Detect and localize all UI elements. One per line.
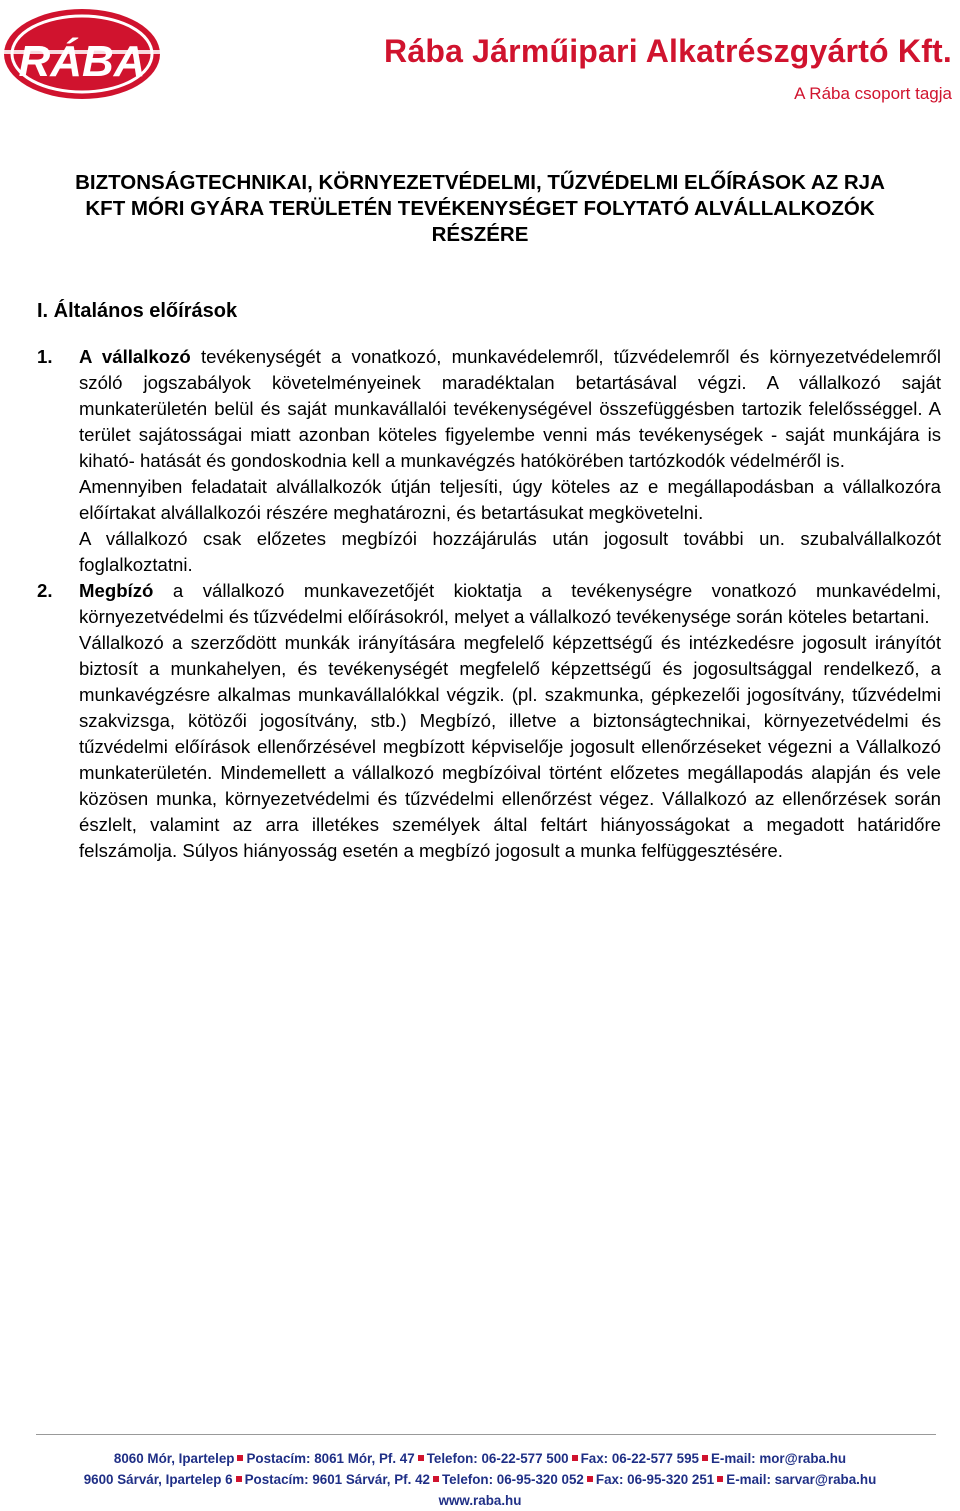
list-item (37, 578, 941, 630)
separator-square-icon (236, 1476, 242, 1482)
footer-line-mor (0, 1448, 960, 1469)
item-lead: A vállalkozó (79, 346, 191, 367)
section-heading: I. Általános előírások (37, 300, 238, 322)
logo-wordmark: RÁBA (18, 37, 146, 86)
item-text (79, 578, 941, 630)
separator-square-icon (717, 1476, 723, 1482)
footer (0, 1448, 960, 1511)
footer-email[interactable]: E-mail: sarvar@raba.hu (726, 1472, 877, 1487)
document-body (37, 344, 941, 864)
footer-fax: Fax: 06-95-320 251 (595, 1472, 715, 1487)
item-body: tevékenységét a vonatkozó, munkavédelemről, tűzvédelemről és környezetvédelemről szóló jogszabályok követelményeinek maradéktalan betartásával végzi. A vállalkozó saját munkaterületén belül és saját munkavállalói tevékenységével összefüggésben tartozik felelősséggel. A terület sajátosságai miatt azonban köteles figyelembe venni más tevékenységek - saját munkájára is kiható- hatását és gondoskodnia kell a munkavégzés hatókörében tartózkodók védelméről is. (79, 346, 941, 471)
footer-line-sarvar (0, 1469, 960, 1490)
item-number: 1. (37, 346, 53, 367)
separator-square-icon (572, 1455, 578, 1461)
sub-paragraph: Amennyiben feladatait alvállalkozók útján teljesíti, úgy köteles az e megállapodásban a vállalkozóra előírtakat alvállalkozói részére meghatározni, és betartásukat megkövetelni. (79, 476, 941, 523)
footer-postal: Postacím: 9601 Sárvár, Pf. 42 (244, 1472, 430, 1487)
title-line: RÉSZÉRE (431, 223, 529, 246)
separator-square-icon (418, 1455, 424, 1461)
title-line: KFT MÓRI GYÁRA TERÜLETÉN TEVÉKENYSÉGET FOLYTATÓ ALVÁLLALKOZÓK (85, 197, 875, 220)
sub-paragraph: Vállalkozó a szerződött munkák irányítására megfelelő képzettségű és intézkedésre jogosult irányítót biztosít a munkahelyen, és tevékenységét megfelelő képzettségű és jogosultsággal rendelkező, a munkavégzésre alkalmas munkavállalókkal végzik. (pl. szakmunka, gépkezelői jogosítvány, tűzvédelmi szakvizsga, kötözői jogosítvány, stb.) Megbízó, illetve a biztonságtechnikai, környezetvédelmi és tűzvédelmi előírások ellenőrzésével megbízott képviselője jogosult ellenőrzéseket végezni a Vállalkozó munkaterületén. Mindemellett a vállalkozó megbízóival történt előzetes megállapodás alapján és vele közösen munka, környezetvédelmi és tűzvédelmi ellenőrzést végez. Vállalkozó az ellenőrzések során észlelt, valamint az arra illetékes személyek által feltárt hiányosságokat a megadott határidőre felszámolja. Súlyos hiányosság esetén a megbízó jogosult a munka felfüggesztésére. (79, 632, 941, 861)
separator-square-icon (433, 1476, 439, 1482)
item-body: a vállalkozó munkavezetőjét kioktatja a tevékenységre vonatkozó munkavédelmi, környezetvédelmi és tűzvédelmi előírásokról, melyet a vállalkozó tevékenysége során köteles betartani. (79, 580, 941, 627)
item-text (79, 344, 941, 474)
footer-address: 8060 Mór, Ipartelep (113, 1451, 235, 1466)
list-item (37, 344, 941, 474)
item-lead: Megbízó (79, 580, 154, 601)
letterhead (0, 0, 960, 112)
footer-postal: Postacím: 8061 Mór, Pf. 47 (246, 1451, 415, 1466)
document-title (30, 170, 930, 248)
separator-square-icon (587, 1476, 593, 1482)
company-tagline: A Rába csoport tagja (794, 84, 952, 103)
raba-logo (2, 6, 162, 102)
footer-address: 9600 Sárvár, Ipartelep 6 (83, 1472, 233, 1487)
company-name: Rába Járműipari Alkatrészgyártó Kft. (384, 33, 952, 69)
footer-phone: Telefon: 06-22-577 500 (426, 1451, 569, 1466)
footer-divider (36, 1434, 936, 1435)
footer-phone: Telefon: 06-95-320 052 (441, 1472, 584, 1487)
item-number: 2. (37, 580, 53, 601)
separator-square-icon (237, 1455, 243, 1461)
footer-website[interactable]: www.raba.hu (438, 1493, 522, 1508)
title-line: BIZTONSÁGTECHNIKAI, KÖRNYEZETVÉDELMI, TŰZVÉDELMI ELŐÍRÁSOK AZ RJA (75, 171, 885, 194)
sub-paragraph: A vállalkozó csak előzetes megbízói hozzájárulás után jogosult további un. szubalvállalkozót foglalkoztatni. (79, 528, 941, 575)
separator-square-icon (702, 1455, 708, 1461)
footer-email[interactable]: E-mail: mor@raba.hu (710, 1451, 847, 1466)
footer-fax: Fax: 06-22-577 595 (580, 1451, 699, 1466)
